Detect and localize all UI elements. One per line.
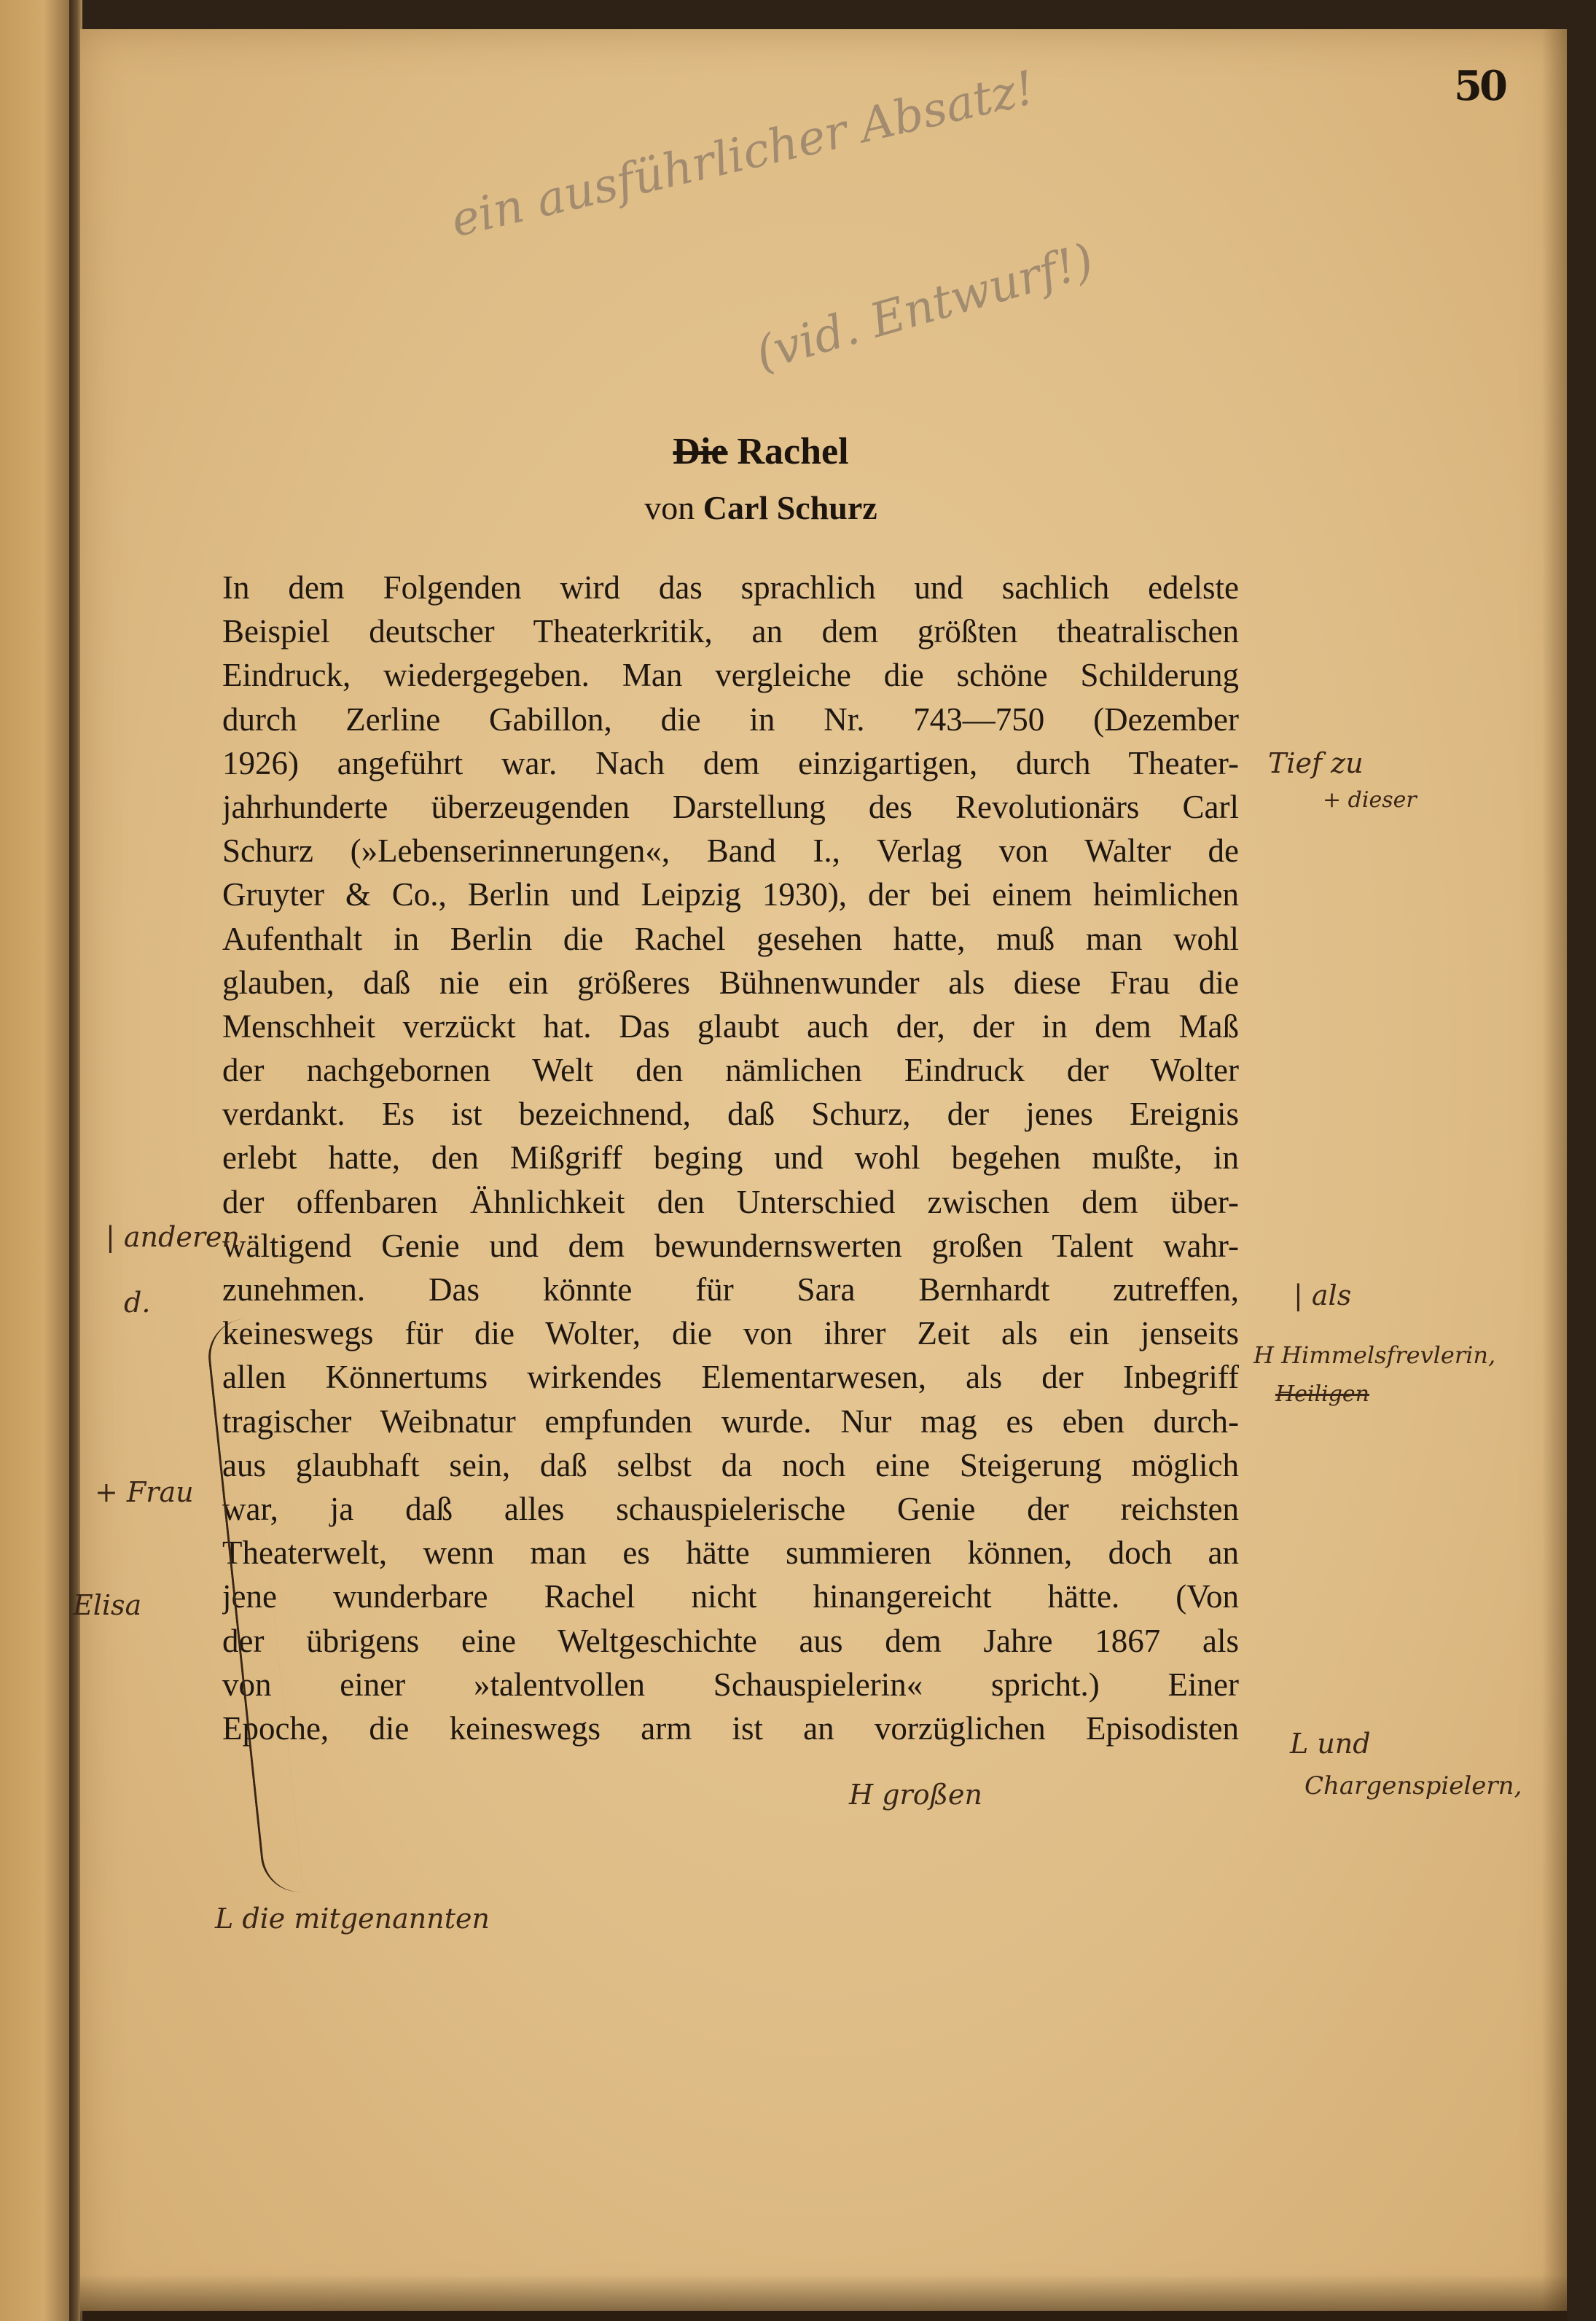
- margin-note-right: L und: [1290, 1728, 1371, 1760]
- margin-note-right: Tief zu: [1268, 747, 1364, 779]
- byline-author: Carl Schurz: [703, 489, 877, 526]
- margin-note-right: Chargenspielern,: [1304, 1771, 1522, 1801]
- page-bottom-shadow: [80, 2274, 1567, 2321]
- margin-note-below-line: H großen: [849, 1779, 982, 1811]
- margin-note-right: + dieser: [1323, 787, 1417, 813]
- text-line: Menschheit verzückt hat. Das glaubt auch der, der in dem Maß: [222, 1007, 1239, 1045]
- text-line: Epoche, die keineswegs arm ist an vorzüglichen Episodisten: [222, 1709, 1239, 1747]
- text-line: Eindruck, wiedergegeben. Man vergleiche die schöne Schilderung: [222, 657, 1239, 694]
- struck-article-word: Die: [673, 431, 728, 472]
- margin-note-right: H Himmelsfrevlerin,: [1253, 1341, 1496, 1369]
- text-line: zunehmen. Das könnte für Sara Bernhardt zutreffen,: [222, 1271, 1239, 1308]
- text-line: keineswegs für die Wolter, die von ihrer Zeit als ein jenseits: [222, 1315, 1239, 1352]
- text-line: der nachgebornen Welt den nämlichen Eindruck der Wolter: [222, 1052, 1239, 1089]
- text-line: glauben, daß nie ein größeres Bühnenwunder als diese Frau die: [222, 964, 1239, 1001]
- text-line: der offenbaren Ähnlichkeit den Unterschied zwischen dem über-: [222, 1183, 1239, 1220]
- text-line: 1926) angeführt war. Nach dem einzigartigen, durch Theater-: [222, 744, 1239, 781]
- margin-note-left: + Frau: [95, 1476, 194, 1508]
- margin-note-left: | anderen: [106, 1221, 240, 1253]
- body-paragraph: [222, 569, 1239, 1753]
- text-line: jene wunderbare Rachel nicht hinangereicht hätte. (Von: [222, 1578, 1239, 1615]
- text-line: tragischer Weibnatur empfunden wurde. Nur mag es eben durch-: [222, 1403, 1239, 1440]
- text-line: In dem Folgenden wird das sprachlich und sachlich edelste: [222, 569, 1239, 606]
- text-line: Theaterwelt, wenn man es hätte summieren können, doch an: [222, 1534, 1239, 1572]
- text-line: Schurz (»Lebenserinnerungen«, Band I., Verlag von Walter de: [222, 832, 1239, 870]
- byline: [17, 488, 1504, 527]
- byline-prefix: von: [644, 489, 695, 526]
- margin-note-left: d.: [124, 1287, 151, 1319]
- text-line: Aufenthalt in Berlin die Rachel gesehen hatte, muß man wohl: [222, 920, 1239, 957]
- text-line: Gruyter & Co., Berlin und Leipzig 1930), der bei einem heimlichen: [222, 876, 1239, 913]
- text-line: jahrhunderte überzeugenden Darstellung des Revolutionärs Carl: [222, 788, 1239, 825]
- title-name: Rachel: [737, 431, 849, 472]
- pencil-note-top: ein ausführlicher Absatz!: [446, 61, 1040, 249]
- pencil-note-second: (vid. Entwurf!): [750, 233, 1100, 382]
- document-page: [73, 29, 1567, 2311]
- text-line: allen Könnertums wirkendes Elementarwesen, als der Inbegriff: [222, 1359, 1239, 1396]
- text-line: war, ja daß alles schauspielerische Genie der reichsten: [222, 1490, 1239, 1527]
- text-line: verdankt. Es ist bezeichnend, daß Schurz, der jenes Ereignis: [222, 1096, 1239, 1133]
- margin-note-left: Elisa: [73, 1589, 142, 1621]
- text-line: Beispiel deutscher Theaterkritik, an dem größten theatralischen: [222, 613, 1239, 650]
- facing-page-edge: [0, 0, 73, 2321]
- text-line: der übrigens eine Weltgeschichte aus dem Jahre 1867 als: [222, 1622, 1239, 1659]
- page-shadow-edge: [1542, 29, 1567, 2311]
- margin-note-bottom: L die mitgenannten: [215, 1903, 490, 1935]
- text-line: von einer »talentvollen Schauspielerin« spricht.) Einer: [222, 1666, 1239, 1703]
- margin-note-right: | als: [1294, 1279, 1352, 1311]
- text-line: wältigend Genie und dem bewundernswerten großen Talent wahr-: [222, 1227, 1239, 1264]
- text-line: durch Zerline Gabillon, die in Nr. 743—750 (Dezember: [222, 701, 1239, 738]
- margin-note-right-struck: Heiligen: [1275, 1381, 1369, 1407]
- page-number: 50: [1454, 62, 1505, 110]
- text-line: aus glaubhaft sein, daß selbst da noch eine Steigerung möglich: [222, 1446, 1239, 1483]
- text-line: erlebt hatte, den Mißgriff beging und wohl begehen mußte, in: [222, 1139, 1239, 1177]
- article-title: [17, 430, 1504, 473]
